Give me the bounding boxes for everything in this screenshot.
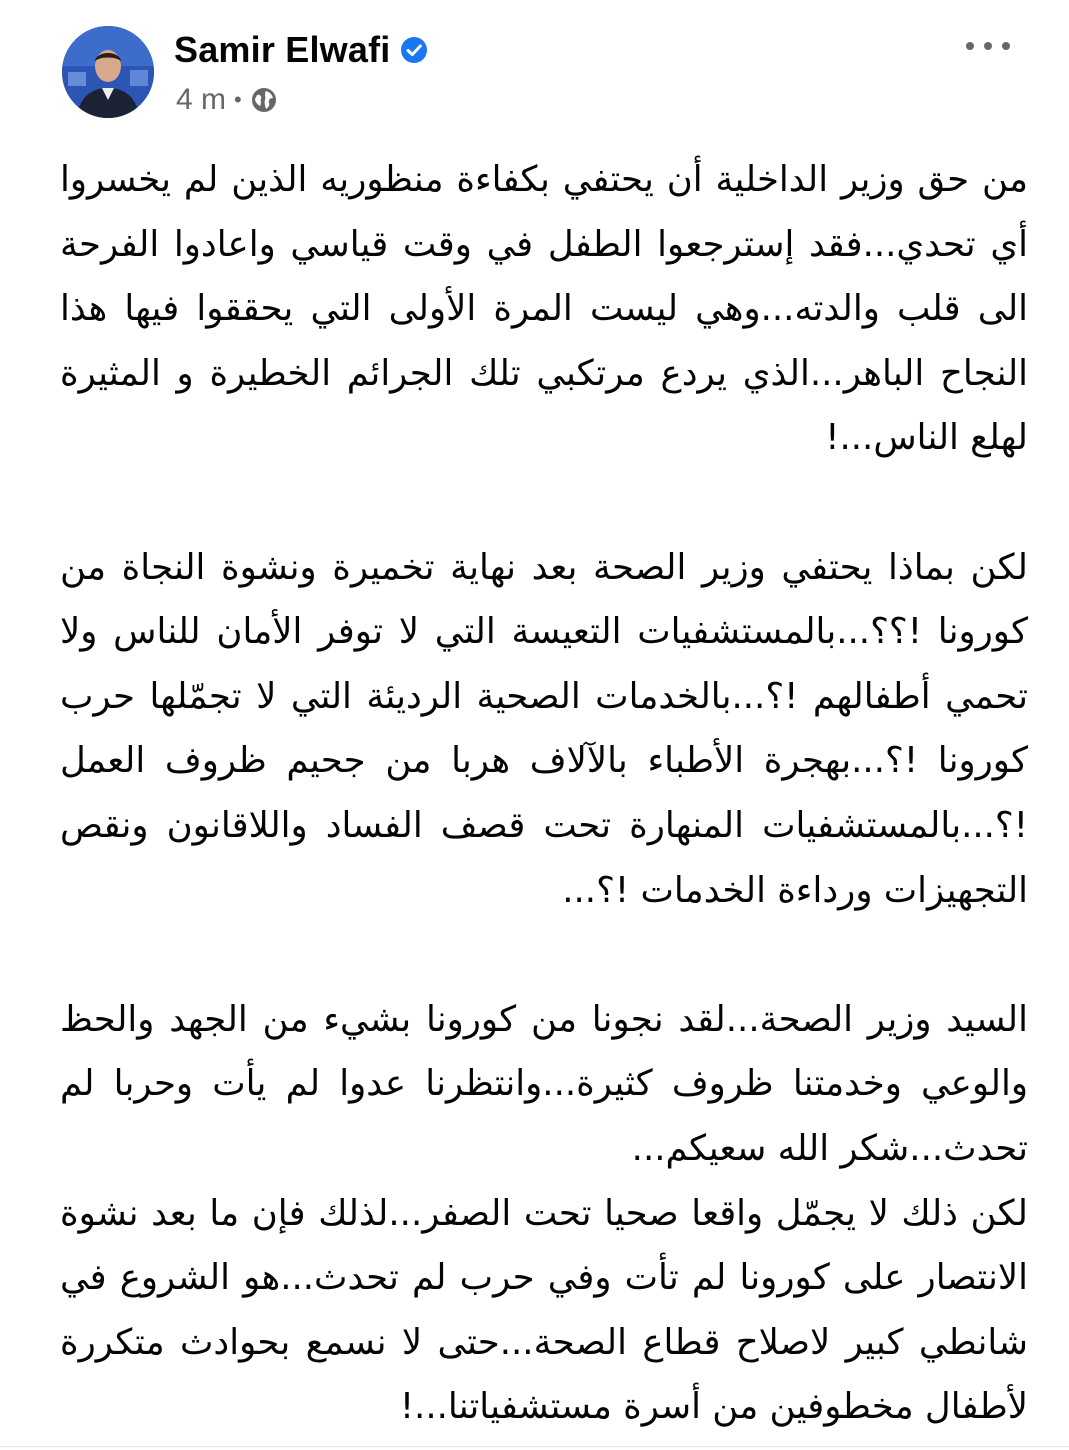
author-name[interactable]: Samir Elwafi [174, 29, 391, 70]
post-paragraph: لكن بماذا يحتفي وزير الصحة بعد نهاية تخميرة ونشوة النجاة من كورونا !؟؟...بالمستشفيات التعيسة التي لا توفر الأمان للناس ولا تحمي أطفالهم !؟...بالخدمات الصحية الرديئة التي لا تجمّلها حرب كورونا !؟...بهجرة الأطباء بالآلاف هربا من جحيم ظروف العمل !؟...بالمستشفيات المنهارة تحت قصف الفساد واللاقانون ونقص التجهيزات ورداءة الخدمات !؟... [60, 546, 1028, 911]
profile-photo [62, 26, 154, 118]
author-name-row [174, 28, 428, 72]
verified-badge-icon [400, 36, 428, 64]
post-paragraph: لكن ذلك لا يجمّل واقعا صحيا تحت الصفر...لذلك فإن ما بعد نشوة الانتصار على كورونا لم تأت وفي حرب لم تحدث...هو الشروع في شانطي كبير لاصلاح قطاع الصحة...حتى لا نسمع بحوادث متكررة لأطفال مخطوفين من أسرة مستشفياتنا...! [60, 1192, 1028, 1428]
divider [0, 1446, 1069, 1447]
more-horizontal-icon [966, 42, 974, 50]
post-meta [176, 82, 278, 118]
author-avatar[interactable] [62, 26, 154, 118]
post-header [62, 26, 1022, 126]
post-timestamp[interactable]: 4 m [176, 83, 227, 116]
post-paragraph: السيد وزير الصحة...لقد نجونا من كورونا بشيء من الجهد والحظ والوعي وخدمتنا ظروف كثيرة...وانتظرنا عدوا لم يأت وحربا لم تحدث...شكر الله سعيكم... [60, 998, 1028, 1169]
more-options-button[interactable] [966, 34, 1010, 58]
post-body [60, 148, 1028, 1440]
meta-separator: • [234, 87, 242, 112]
post-paragraph: من حق وزير الداخلية أن يحتفي بكفاءة منظوريه الذين لم يخسروا أي تحدي...فقد إسترجعوا الطفل في وقت قياسي واعادوا الفرحة الى قلب والدته...وهي ليست المرة الأولى التي يحققوا فيها هذا النجاح الباهر...الذي يردع مرتكبي تلك الجرائم الخطيرة و المثيرة لهلع الناس...! [60, 159, 1028, 459]
globe-icon[interactable] [250, 86, 278, 114]
